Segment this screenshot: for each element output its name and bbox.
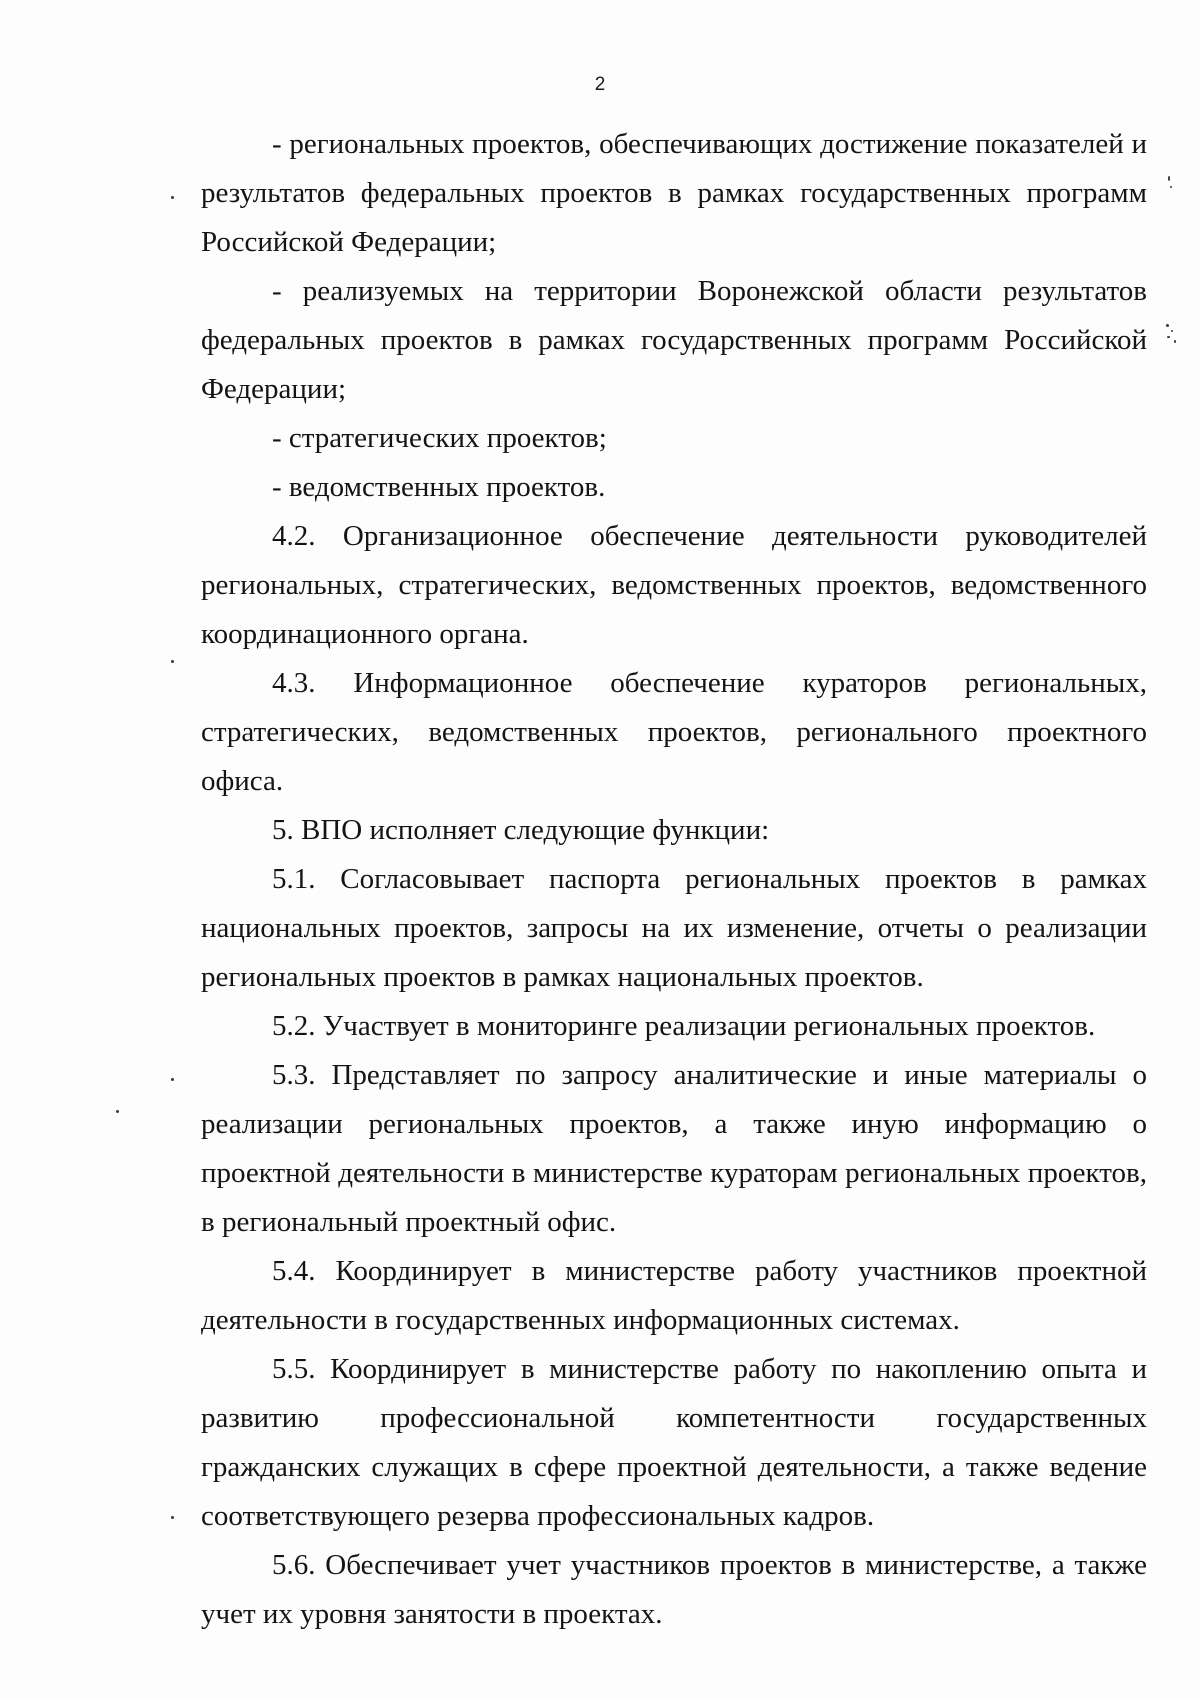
scan-speck	[1167, 336, 1170, 338]
scan-speck	[171, 660, 174, 663]
list-item-regional-projects: - региональных проектов, обеспечивающих достижение показателей и результатов федеральных проектов в рамках государственных программ Российской Федерации;	[201, 128, 1147, 258]
scan-speck	[1174, 340, 1176, 343]
scan-speck	[1168, 176, 1170, 181]
scan-speck	[1170, 186, 1172, 188]
list-item-strategic-projects: - стратегических проектов;	[272, 422, 607, 454]
clause-5-2: 5.2. Участвует в мониторинге реализации региональных проектов.	[272, 1010, 1096, 1042]
clause-5-3: 5.3. Представляет по запросу аналитические и иные материалы о реализации региональных проектов, а также иную информацию о проектной деятельности в министерстве кураторам региональных проектов, в региональный проектный офис.	[201, 1059, 1147, 1238]
clause-5-6: 5.6. Обеспечивает учет участников проектов в министерстве, а также учет их уровня занятости в проектах.	[201, 1549, 1147, 1630]
scan-speck	[116, 1110, 119, 1113]
clause-5-heading: 5. ВПО исполняет следующие функции:	[272, 814, 770, 846]
clause-4-3: 4.3. Информационное обеспечение кураторов региональных, стратегических, ведомственных проектов, регионального проектного офиса.	[201, 667, 1147, 797]
clause-5-5: 5.5. Координирует в министерстве работу по накоплению опыта и развитию профессиональной компетентности государственных гражданских служащих в сфере проектной деятельности, а также ведение соответствующего резерва профессиональных кадров.	[201, 1353, 1147, 1532]
scan-speck	[1171, 330, 1173, 332]
scan-speck	[1166, 324, 1169, 327]
clause-5-4: 5.4. Координирует в министерстве работу участников проектной деятельности в государственных информационных системах.	[201, 1255, 1147, 1336]
scan-speck	[171, 1078, 174, 1081]
list-item-federal-results: - реализуемых на территории Воронежской области результатов федеральных проектов в рамках государственных программ Российской Федерации;	[201, 275, 1147, 405]
clause-4-2: 4.2. Организационное обеспечение деятельности руководителей региональных, стратегических, ведомственных проектов, ведомственного координационного органа.	[201, 520, 1147, 650]
list-item-departmental-projects: - ведомственных проектов.	[272, 471, 606, 503]
scan-speck	[171, 1516, 174, 1519]
scan-speck	[171, 196, 174, 199]
page-number: 2	[594, 74, 606, 95]
document-body	[201, 120, 1147, 1639]
clause-5-1: 5.1. Согласовывает паспорта региональных проектов в рамках национальных проектов, запросы на их изменение, отчеты о реализации региональных проектов в рамках национальных проектов.	[201, 863, 1147, 993]
